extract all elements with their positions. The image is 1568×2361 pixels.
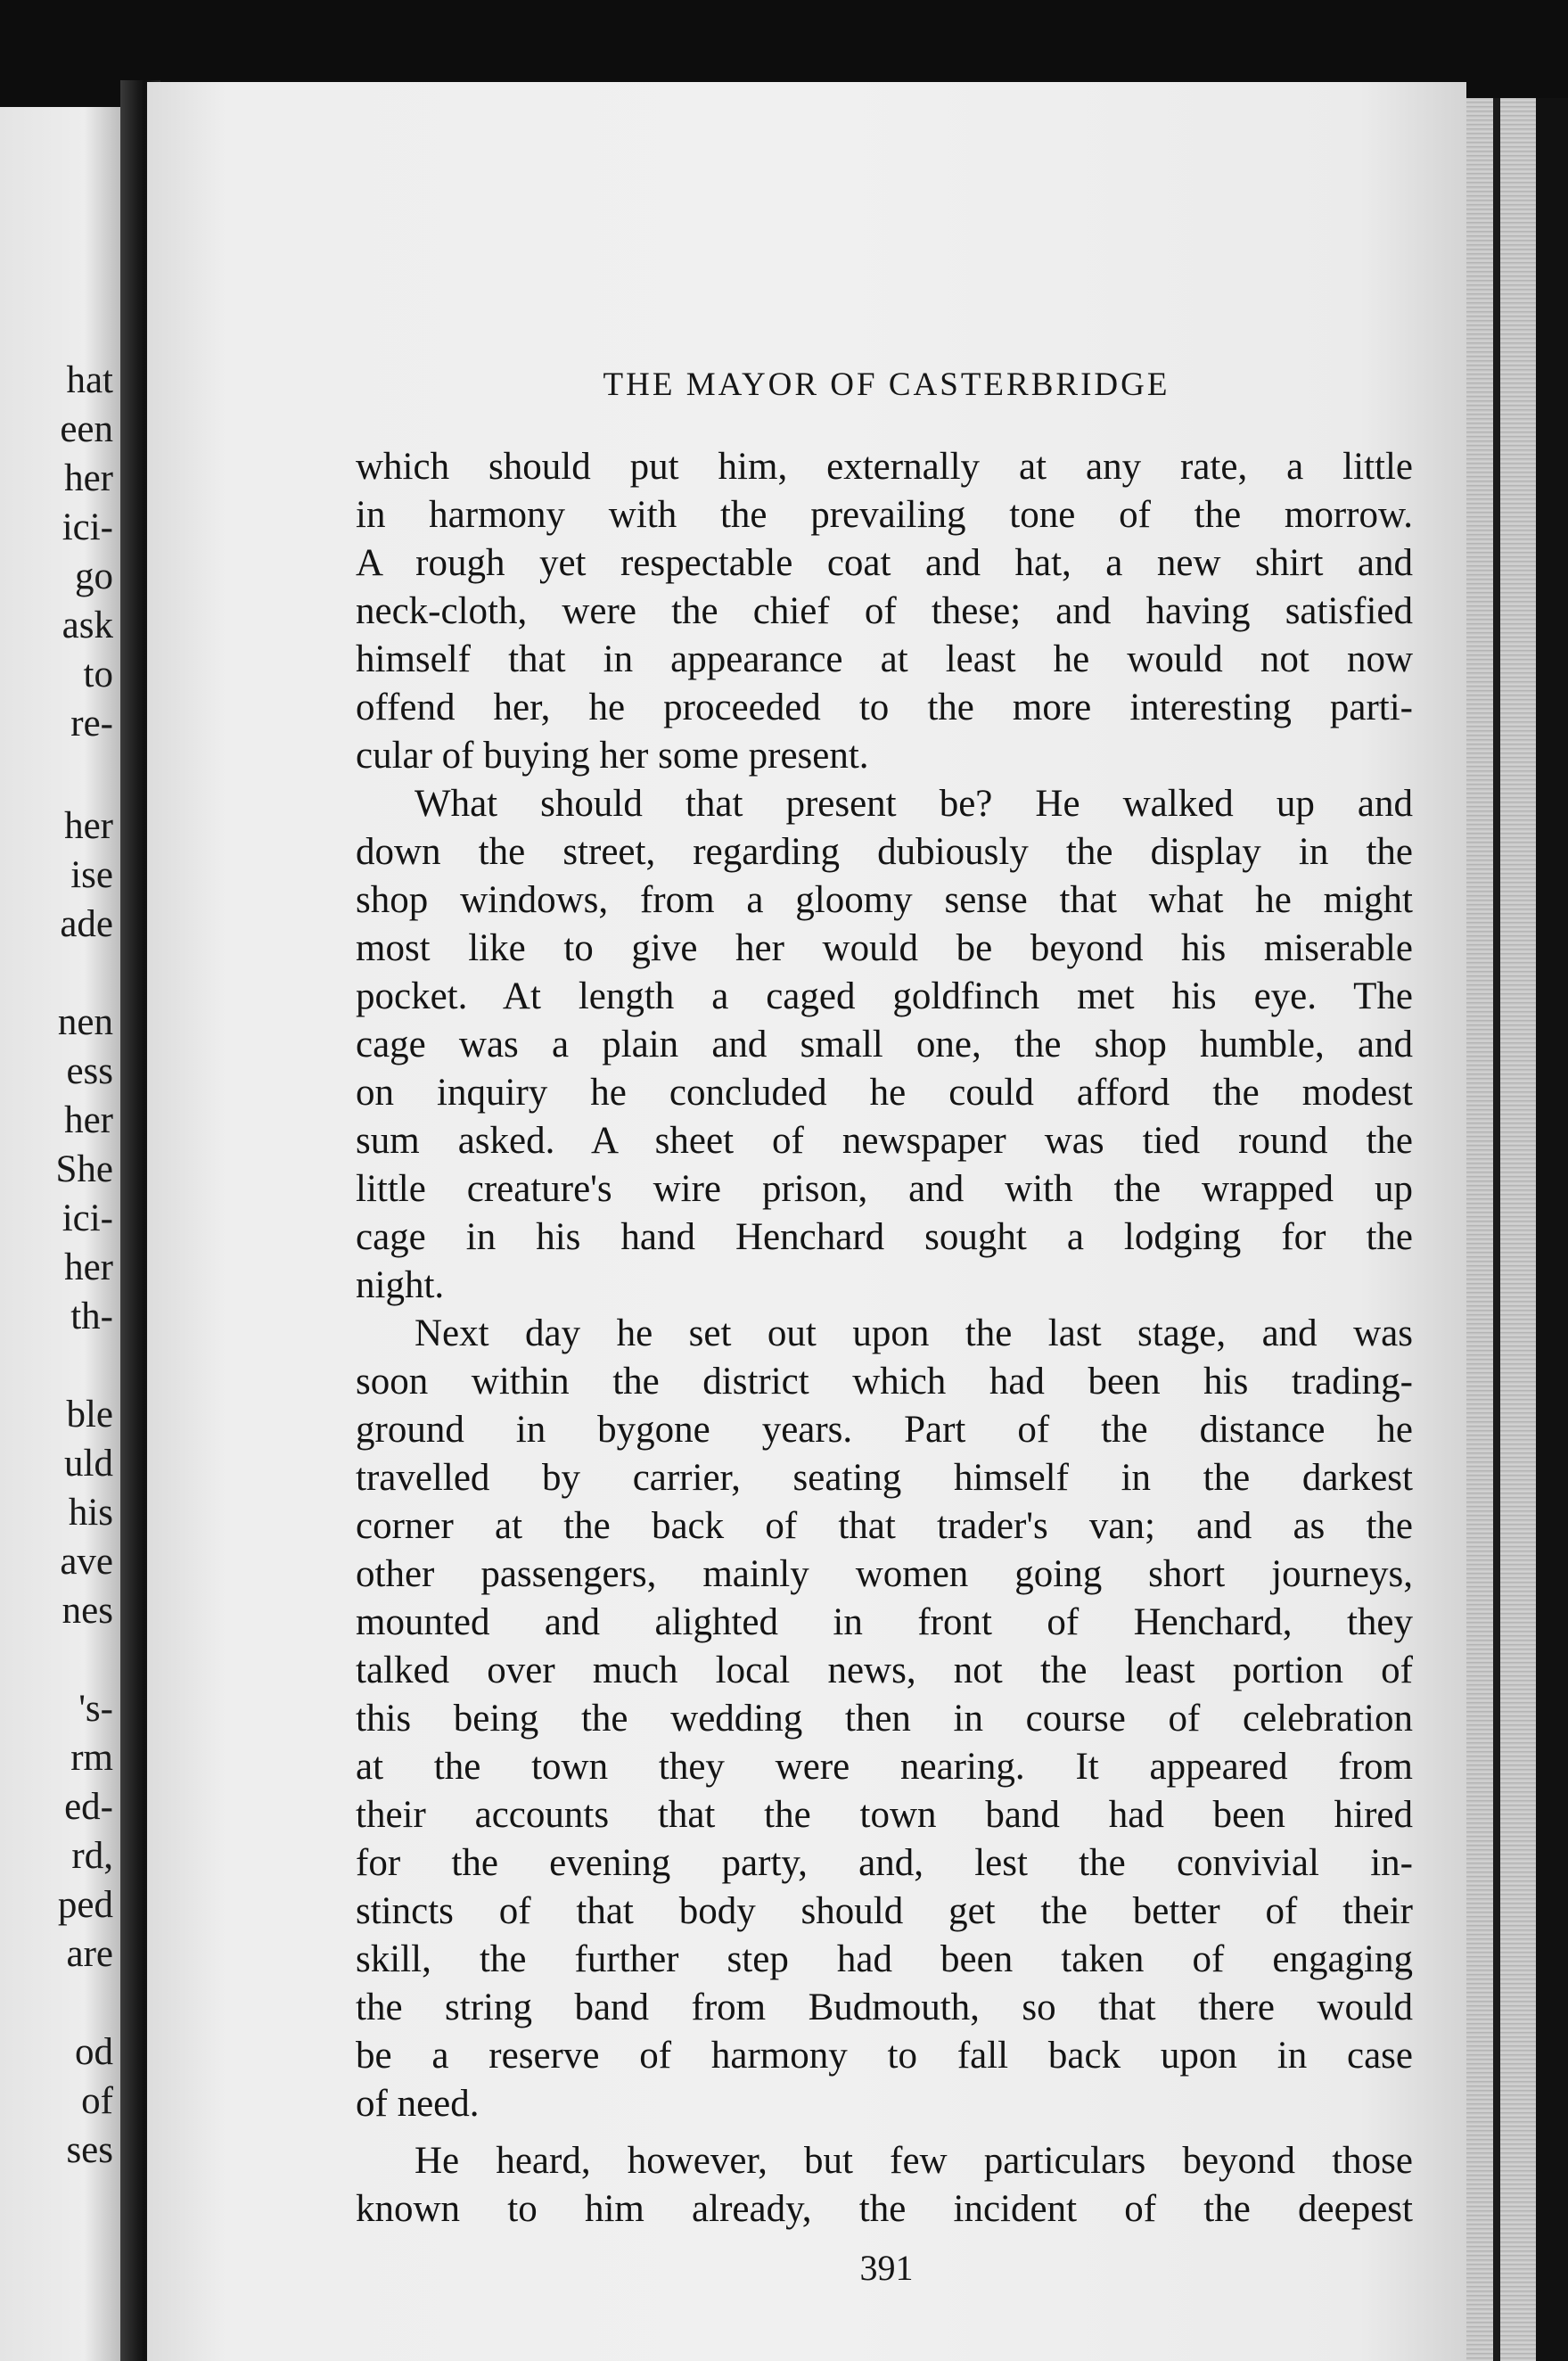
- page-edge-stack: [1466, 98, 1493, 2361]
- text-line: Next day he set out upon the last stage, and was: [415, 1312, 1413, 1354]
- left-fragment: ici-: [62, 1197, 113, 1239]
- text-line: ground in bygone years. Part of the distance he: [356, 1409, 1413, 1451]
- text-line: talked over much local news, not the least portion of: [356, 1649, 1413, 1691]
- left-fragment: od: [75, 2031, 113, 2073]
- left-fragment: ise: [70, 854, 113, 896]
- text-line: in harmony with the prevailing tone of the morrow.: [356, 494, 1413, 536]
- left-fragment: of: [81, 2080, 113, 2122]
- left-fragment: ici-: [62, 506, 113, 548]
- text-line: cage was a plain and small one, the shop humble, and: [356, 1024, 1413, 1065]
- page-number: 391: [859, 2248, 914, 2288]
- left-fragment: een: [60, 408, 113, 450]
- left-fragment: ess: [66, 1050, 113, 1092]
- page-edge-shadow: [1536, 98, 1568, 2361]
- text-line: pocket. At length a caged goldfinch met his eye. The: [356, 975, 1413, 1017]
- left-fragment: She: [55, 1148, 113, 1190]
- text-line: other passengers, mainly women going short journeys,: [356, 1553, 1413, 1595]
- text-line: offend her, he proceeded to the more interesting parti-: [356, 687, 1413, 728]
- text-line: shop windows, from a gloomy sense that what he might: [356, 879, 1413, 921]
- text-line: this being the wedding then in course of celebration: [356, 1698, 1413, 1740]
- text-line: the string band from Budmouth, so that there would: [356, 1987, 1413, 2028]
- left-fragment: 's-: [78, 1688, 113, 1730]
- left-fragment: her: [64, 457, 113, 499]
- left-fragment: th-: [70, 1296, 113, 1337]
- text-line: soon within the district which had been his trading-: [356, 1361, 1413, 1403]
- page-edge-stack: [1500, 98, 1536, 2361]
- text-line: mounted and alighted in front of Henchard, they: [356, 1601, 1413, 1643]
- left-fragment: nes: [62, 1590, 113, 1632]
- text-line: of need.: [356, 2083, 480, 2125]
- left-fragment: to: [83, 654, 113, 695]
- facing-page-left: [0, 107, 120, 2361]
- left-fragment: rm: [70, 1737, 113, 1779]
- page-edge-shadow: [1493, 98, 1500, 2361]
- left-fragment: ped: [57, 1884, 113, 1926]
- left-fragment: ave: [60, 1541, 113, 1583]
- left-fragment: ses: [66, 2129, 113, 2171]
- left-fragment: ble: [66, 1394, 113, 1436]
- text-line: down the street, regarding dubiously the display in the: [356, 831, 1413, 873]
- text-line: stincts of that body should get the better of their: [356, 1890, 1413, 1932]
- text-line: What should that present be? He walked up and: [415, 783, 1413, 825]
- text-line: A rough yet respectable coat and hat, a new shirt and: [356, 542, 1413, 584]
- text-line: travelled by carrier, seating himself in the darkest: [356, 1457, 1413, 1499]
- text-line: known to him already, the incident of the deepest: [356, 2188, 1413, 2230]
- left-fragment: ask: [62, 605, 113, 646]
- left-fragment: are: [66, 1933, 113, 1975]
- running-head: THE MAYOR OF CASTERBRIDGE: [603, 366, 1170, 403]
- text-line: He heard, however, but few particulars beyond those: [415, 2140, 1413, 2182]
- left-fragment: her: [64, 805, 113, 847]
- left-fragment: go: [75, 555, 113, 597]
- text-line: neck-cloth, were the chief of these; and having satisfied: [356, 590, 1413, 632]
- left-fragment: hat: [66, 359, 113, 401]
- text-line: be a reserve of harmony to fall back upon in case: [356, 2035, 1413, 2077]
- left-fragment: her: [64, 1246, 113, 1288]
- left-fragment: ade: [60, 903, 113, 945]
- main-page: [147, 82, 1466, 2361]
- text-line: at the town they were nearing. It appeared from: [356, 1746, 1413, 1788]
- text-line: which should put him, externally at any rate, a little: [356, 446, 1413, 488]
- text-line: most like to give her would be beyond his miserable: [356, 927, 1413, 969]
- left-fragment: his: [68, 1492, 113, 1534]
- text-line: little creature's wire prison, and with the wrapped up: [356, 1168, 1413, 1210]
- left-fragment: ed-: [64, 1786, 113, 1828]
- text-line: cular of buying her some present.: [356, 735, 869, 777]
- left-fragment: re-: [70, 703, 113, 744]
- text-line: skill, the further step had been taken of engaging: [356, 1938, 1413, 1980]
- text-line: sum asked. A sheet of newspaper was tied round the: [356, 1120, 1413, 1162]
- left-fragment: her: [64, 1099, 113, 1141]
- left-fragment: nen: [57, 1001, 113, 1043]
- text-line: on inquiry he concluded he could afford the modest: [356, 1072, 1413, 1114]
- text-line: himself that in appearance at least he would not now: [356, 638, 1413, 680]
- text-line: corner at the back of that trader's van; and as the: [356, 1505, 1413, 1547]
- text-line: night.: [356, 1264, 445, 1306]
- text-line: for the evening party, and, lest the convivial in-: [356, 1842, 1413, 1884]
- text-line: cage in his hand Henchard sought a lodging for the: [356, 1216, 1413, 1258]
- left-fragment: uld: [64, 1443, 113, 1485]
- text-line: their accounts that the town band had been hired: [356, 1794, 1413, 1836]
- left-fragment: rd,: [71, 1835, 113, 1877]
